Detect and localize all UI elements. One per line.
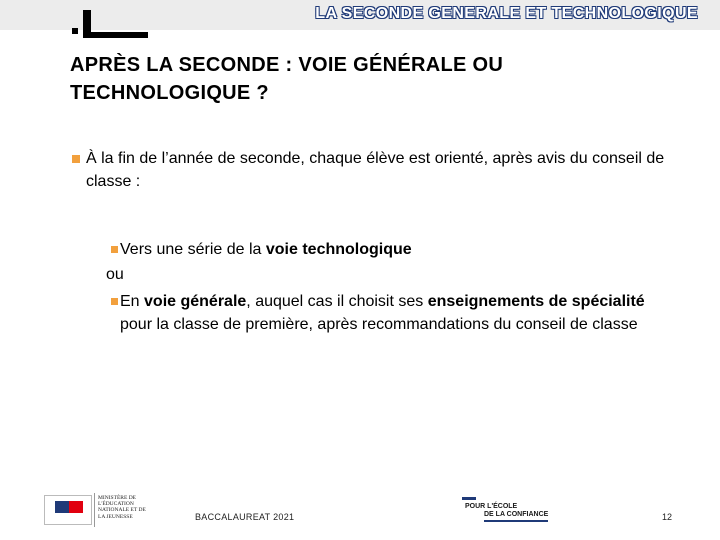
or-text: ou (106, 266, 124, 283)
sub-bullet-generale (120, 290, 680, 336)
bullet-square-icon (111, 298, 118, 305)
school-logo-line1: POUR L'ÉCOLE (465, 503, 518, 510)
ministry-logo (44, 493, 148, 527)
ministry-text: MINISTÈRE DE L'ÉDUCATION NATIONALE ET DE LA JEUNESSE (98, 495, 146, 520)
slide-title: APRÈS LA SECONDE : VOIE GÉNÉRALE OU TECHNOLOGIQUE ? (70, 54, 504, 104)
corner-logo-mark (72, 10, 148, 38)
sub2-bold2: enseignements de spécialité (427, 293, 645, 310)
ecole-confiance-logo (462, 497, 552, 527)
sub1-text: Vers une série de la (120, 241, 266, 258)
bullet-main-text: À la fin de l’année de seconde, chaque élève est orienté, après avis du conseil de classe : (86, 150, 665, 190)
sub2-bold1: voie générale (144, 293, 247, 310)
page-number: 12 (662, 512, 673, 522)
sub2-post: pour la classe de première, après recommandations du conseil de classe (120, 316, 638, 333)
sub2-pre: En (120, 293, 145, 310)
republique-francaise-flag-icon (44, 495, 92, 525)
sub2-mid: , auquel cas il choisit ses (246, 293, 428, 310)
section-title: LA SECONDE GENERALE ET TECHNOLOGIQUE (315, 5, 698, 22)
school-logo-line2: DE LA CONFIANCE (484, 511, 549, 518)
bullet-main (86, 147, 686, 193)
sub-bullet-technologique (120, 238, 680, 261)
bullet-square-icon (111, 246, 118, 253)
footer-center-text: BACCALAUREAT 2021 (195, 512, 295, 522)
bullet-square-icon (72, 155, 80, 163)
sub1-bold: voie technologique (265, 241, 412, 258)
